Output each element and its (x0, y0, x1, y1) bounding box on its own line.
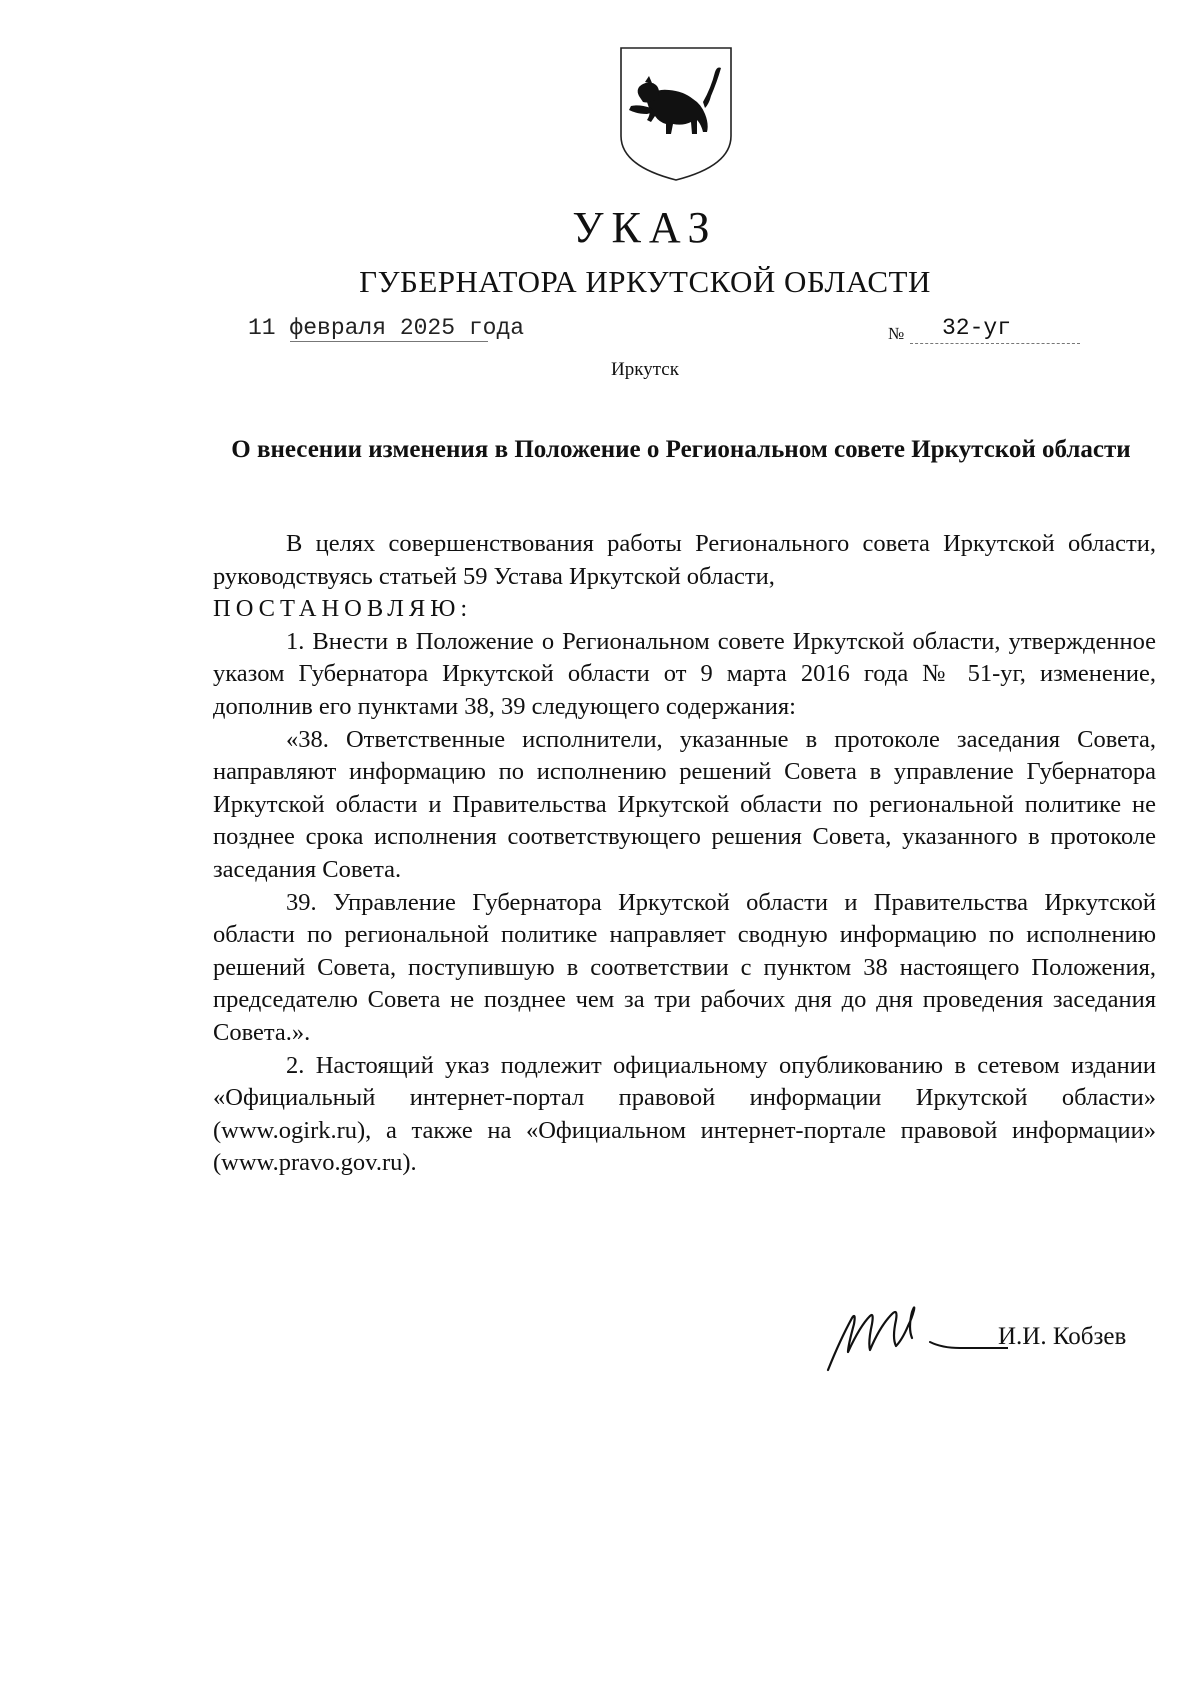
number-sign: № (888, 324, 905, 343)
coat-of-arms-icon (617, 44, 735, 184)
paragraph-item-38: «38. Ответственные исполнители, указанные в протоколе заседания Совета, направляют информацию по исполнению решений Совета в управление Губернатора Иркутской области и Правительства Иркутской области по региональной политике не позднее срока исполнения соответствующего решения Совета, указанного в протоколе заседания Совета. (213, 725, 1156, 883)
number-value: 32-уг (942, 315, 1012, 341)
signer-name: И.И. Кобзев (998, 1323, 1127, 1350)
date-underline (290, 341, 488, 342)
document-city: Иркутск (611, 359, 679, 380)
signature-block (818, 1290, 1158, 1380)
document-title: УКАЗ (572, 203, 718, 252)
document-subtitle: ГУБЕРНАТОРА ИРКУТСКОЙ ОБЛАСТИ (359, 264, 931, 299)
signature-icon (818, 1290, 1008, 1380)
decree-word: ПОСТАНОВЛЯЮ: (213, 595, 473, 623)
document-date: 11 февраля 2025 года (248, 315, 525, 341)
document-heading: О внесении изменения в Положение о Региональном совете Иркутской области (231, 436, 1131, 463)
document-body (213, 528, 1156, 1180)
paragraph-intro: В целях совершенствования работы Регионального совета Иркутской области, руководствуясь статьей 59 Устава Иркутской области, (213, 530, 1156, 590)
paragraph-item-1: 1. Внести в Положение о Региональном совете Иркутской области, утвержденное указом Губернатора Иркутской области от 9 марта 2016 года № 51-уг, изменение, дополнив его пунктами 38, 39 следующего содержания: (213, 627, 1156, 720)
number-underline (910, 343, 1080, 344)
paragraph-item-2: 2. Настоящий указ подлежит официальному опубликованию в сетевом издании «Официальный интернет-портал правовой информации Иркутской области» (www.ogirk.ru), а также на «Официальном интернет-портале правовой информации» (www.pravo.gov.ru). (213, 1051, 1156, 1177)
paragraph-item-39: 39. Управление Губернатора Иркутской области и Правительства Иркутской области по региональной политике направляет сводную информацию по исполнению решений Совета, поступившую в соответствии с пунктом 38 настоящего Положения, председателю Совета не позднее чем за три рабочих дня до дня проведения заседания Совета.». (213, 888, 1156, 1046)
